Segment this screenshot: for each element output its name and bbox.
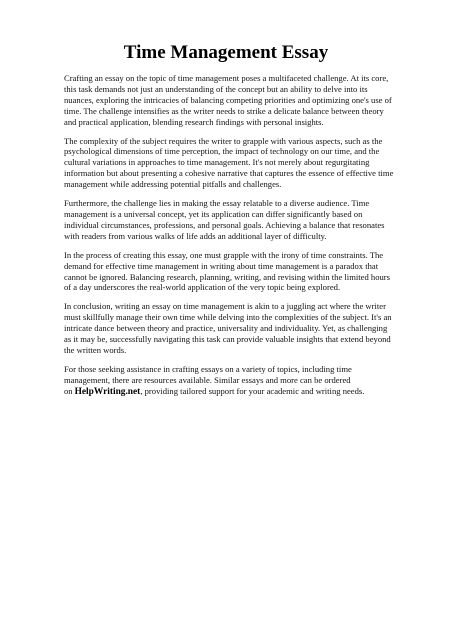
paragraph-3: Furthermore, the challenge lies in making the essay relatable to a diverse audience. Time management is a universal concept, yet its application can differ significantly based on individual circumstances, professions, and personal goals. Achieving a balance that resonates with readers from various walks of life adds an additional layer of difficulty. [64, 198, 385, 241]
closing-text-before: For those seeking assistance in crafting essays on a variety of topics, including time management, there are resources available. Similar essays and more can be ordered on [64, 363, 352, 396]
page-title: Time Management Essay [123, 42, 329, 63]
essay-body [64, 73, 394, 406]
closing-paragraph [64, 364, 394, 398]
paragraph-2: The complexity of the subject requires the writer to grapple with various aspects, such as the psychological dimensions of time perception, the impact of technology on our time, and the cultural variations in approaches to time management. It's not merely about regurgitating information but about presenting a cohesive narrative that captures the essence of effective time management while addressing potential pitfalls and challenges. [64, 135, 394, 190]
paragraph-5: In conclusion, writing an essay on time management is akin to a juggling act where the writer must skillfully manage their own time while delving into the complexities of the subject. It's an intricate dance between theory and practice, universality and individuality. Yet, as challenging as it may be, successfully navigating this task can provide valuable insights that extend beyond the written words. [64, 301, 392, 355]
closing-text-after: , providing tailored support for your academic and writing needs. [140, 385, 365, 396]
paragraph-4: In the process of creating this essay, one must grapple with the irony of time constraints. The demand for effective time management in writing about time management is a paradox that cannot be ignored. Balancing research, planning, writing, and revising within the limited hours of a day underscores the real-world application of the very topic being explored. [64, 249, 391, 293]
paragraph-1: Crafting an essay on the topic of time management poses a multifaceted challenge. At its core, this task demands not just an understanding of the concept but an ability to delve into its nuances, exploring the intricacies of balancing competing priorities and optimizing one's use of time. The challenge intensifies as the writer needs to strike a delicate balance between theory and practical application, blending research findings with personal insights. [64, 73, 392, 127]
brand-link[interactable]: HelpWriting.net [74, 386, 141, 397]
